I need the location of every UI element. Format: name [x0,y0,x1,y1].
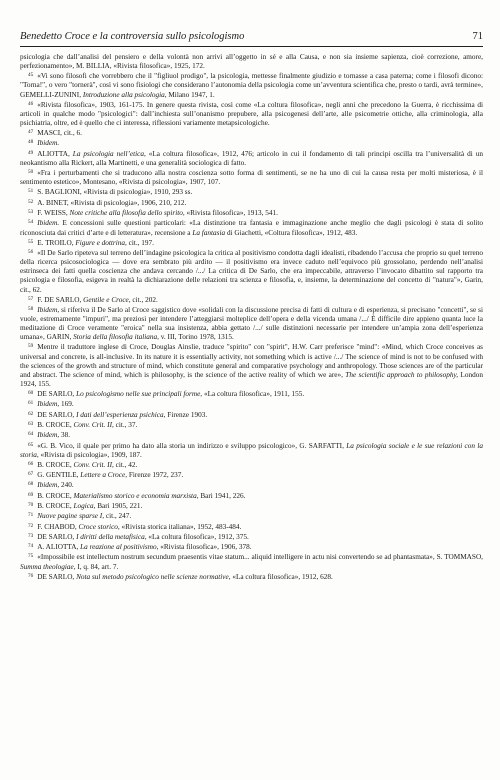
footnote-title: Conv. Crit. II, [73,461,114,470]
footnote-number: 70 [28,502,34,508]
footnote-title: La fantasia [192,228,226,237]
header-rule [20,46,483,47]
footnote-number: 47 [28,129,34,136]
footnote-text: «Rivista filosofica», 1906, 378. [158,543,252,552]
footnote-title: Ibidem. [37,219,60,228]
footnote-text: «La coltura filosofica», 1912, 628. [230,572,333,581]
footnote-text: I, q. 84, art. 7. [75,562,119,571]
footnote-title: Ibidem, [37,400,60,409]
footnote [20,480,483,490]
footnote-text: B. CROCE, [37,461,74,470]
footnote [20,128,483,138]
footnote-title: La psicologia nell’etica, [72,149,146,158]
footnote-title: La psicologia sociale e le sue relazioni con la storia, [20,441,483,459]
footnote [20,295,483,305]
footnote-text: B. CROCE, [37,421,74,430]
footnote-text: G. GENTILE, [37,471,81,480]
footnote-text: «La coltura filosofica», 1912, 476; articolo in cui il fondamento di tali principi oscilla tra l’universalità di un neokantismo alla Rickert, alla Martinetti, e una generalità sociologica di fatto. [20,149,483,167]
footnote-number: 45 [28,72,34,79]
footnote-text: Firenze 1972, 237. [127,471,184,480]
footnote-number: 56 [28,248,34,255]
footnotes [20,53,483,582]
footnote-title: Ibidem, [37,431,60,440]
footnote [20,522,483,532]
footnote-number: 51 [28,188,34,195]
footnote-number: 46 [28,100,34,107]
footnote-number: 76 [28,572,34,579]
footnote [20,198,483,208]
footnote-text: Firenze 1903. [165,410,208,419]
footnote [20,238,483,248]
footnote [20,218,483,237]
footnote [20,71,483,99]
footnote [20,399,483,409]
footnote-text: F. DE SARLO, [37,295,84,304]
footnote-title: Nota sul metodo psicologico nelle scienze normative, [76,572,231,581]
footnote-text: F. CHABOD, [37,522,79,531]
page-header [20,0,483,42]
footnote [20,53,483,71]
footnote-text: E concessioni sulle questioni particolari: «La distinzione tra fantasia e immaginazione anche meglio che dagli psicologi è stata di solito riconosciuta dai critici d’arte e di letteratura», recensione a [20,219,483,237]
footnote-number: 64 [28,431,34,438]
footnote-number: 59 [28,343,34,350]
footnote-text: Mentre il traduttore inglese di Croce, Douglas Ainslie, traduce "spirito" con "spirit", H.W. Carr preferisce "mind": «Mind, which Croce conceives as universal and concrete, is all-inclusive. In its nature it is essentially activity, not something which is active /.../ The science of mind is not to be confused with the sciences of the growth and structure of mind, which constitute general and comparative psychology and anthropology. Those sciences are of the particular and abstract. The science of mind, which is philosophy, is the science of the active reality of which we are», [20,343,483,379]
footnote-number: 49 [28,149,34,156]
footnote-title: Lo psicologismo nelle sue principali forme, [76,390,203,399]
footnote-title: Conv. Crit. II, [73,421,114,430]
footnote-number: 69 [28,491,34,498]
footnote-text: B. CROCE, [37,491,74,500]
footnote-text: London 1924, 155. [20,370,483,388]
footnote-title: Storia della filosofia italiana, [73,333,159,342]
page-number: 71 [472,31,483,42]
footnote-title: Figure e dottrina, [75,238,127,247]
footnote [20,460,483,470]
footnote [20,470,483,480]
footnote-text: cit., 42. [113,461,138,470]
footnote-text: «Rivista filosofica», 1903, 161-175. In genere questa rivista, così come «La coltura filosofica», negli anni che precedono la Guerra, è ricchissima di articoli in qualche modo "psicologici": dall’inchiesta sull’onanismo prepubere, alla psicogenesi dell’arte, alle psicometrie ottiche, alla criminologia, alla psichiatria, oltre, ed è quello che ci interessa, riflessioni variamente metapsicologiche. [20,100,483,128]
footnote-number: 73 [28,532,34,539]
footnote [20,491,483,501]
footnote-number: 52 [28,198,34,205]
footnote-text: 240. [59,481,74,490]
footnote-text: 169. [59,400,74,409]
footnote-text: «Il De Sarlo ripeteva sul terreno dell’indagine psicologica la critica al positivismo condotta dagli idealisti, ribadendo l’accusa che proprio su quel terreno della ricerca psicosociologica — dove era sembrato più ardito — il positivismo era invece caduto nell’equivoco più grossolano, perdendo nell’analisi estrinseca dei fatti quella coscienza che andava cercando /.../ La critica di De Sarlo, che era impeccabile, attraverso l’invocato dibattito sul rapporto tra psicologia e filosofia, esigeva in realtà la dichiarazione delle relazioni tra scienza e filosofia, e, insieme, la determinazione del concetto di "natura"», Garin, cit., 62. [20,249,483,294]
footnote-number: 62 [28,410,34,417]
footnote-text: Bari 1941, 226. [198,491,246,500]
footnote-title: Nuove pagine sparse I, [37,512,105,521]
footnote-text: «Rivista di psicologia», 1909, 187. [38,450,142,459]
footnote-text: di Giachetti, «Coltura filosofica», 1912, 483. [225,228,358,237]
footnote-number: 58 [28,305,34,312]
footnote [20,572,483,582]
footnote [20,305,483,343]
footnote-text: MASCI, cit., 6. [37,129,82,138]
footnote-text: cit., 197. [126,238,154,247]
footnote [20,511,483,521]
footnote-text: A. ALIOTTA, [37,543,81,552]
footnote-number: 67 [28,471,34,478]
footnote [20,501,483,511]
footnote [20,168,483,187]
footnote-number: 61 [28,400,34,407]
footnote-text: cit., 202. [130,295,158,304]
footnote-title: Croce storico, [78,522,120,531]
footnote [20,420,483,430]
footnote-text: «La coltura filosofica», 1912, 375. [146,533,249,542]
footnote-number: 65 [28,441,34,448]
footnote-title: Gentile e Croce, [83,295,131,304]
footnote-number: 66 [28,460,34,467]
footnote-title: Ibidem, [37,306,60,315]
footnote-title: Ibidem. [37,139,60,148]
footnote-number: 63 [28,420,34,427]
footnote-title: The scientific approach to philosophy, [345,370,459,379]
footnote-text: ALIOTTA, [37,149,73,158]
footnote-number: 74 [28,543,34,550]
footnote-number: 60 [28,390,34,397]
footnote-title: Introduzione alla psicologia [82,90,165,99]
footnote-number: 57 [28,295,34,302]
footnote [20,187,483,197]
footnote-text: F. WEISS, [37,209,70,218]
footnote-text: 38. [59,431,71,440]
footnote-text: «Rivista storica italiana», 1952, 483-484. [119,522,242,531]
running-title: Benedetto Croce e la controversia sullo psicologismo [20,31,245,42]
footnote [20,410,483,420]
footnote-text: Bari 1905, 221. [95,502,143,511]
footnote-number: 53 [28,209,34,215]
footnote-title: Lettere a Croce, [80,471,128,480]
footnote-number: 48 [28,139,34,146]
footnote-text: «La coltura filosofica», 1911, 155. [202,390,305,399]
footnote-text: S. BAGLIONI, «Rivista di psicologia», 1910, 293 ss. [37,188,193,197]
footnote-text: DE SARLO, [37,572,77,581]
footnote-text: DE SARLO, [37,410,77,419]
footnote-title: I diritti della metafisica, [76,533,147,542]
footnote [20,149,483,168]
footnote [20,552,483,571]
footnote-text: cit., 37. [113,421,138,430]
footnote-number: 55 [28,238,34,245]
footnote [20,248,483,295]
footnote-title: Note critiche alla filosofia dello spirito, [69,209,185,218]
footnote-text: «Impossibile est intellectum nostrum secundum praesentis vitae statum... aliquid intelligere in actu nisi convertendo se ad phantasmata», S. TOMMASO, [37,553,483,562]
footnote-number: 72 [28,522,34,529]
footnote-title: Materialismo storico e economia marxista, [73,491,199,500]
footnote-text: B. CROCE, [37,502,74,511]
footnote-number: 75 [28,553,34,560]
footnote-text: si riferiva il De Sarlo al Croce saggistico dove «solidali con la discussione precisa di fatti di cultura e di esperienza, si precisano "concetti", se si vuole, estremamente "impuri", ma preziosi per intendere l’atteggiarsi molteplice dell’opera e della vicenda umana /.../ È difficile dire appieno quanta luce la meditazione di Croce veramente "eroica" nella sua insistenza, abbia gettato /.../ sulle distinzioni necessarie per intendere un’ampia zona dell’esperienza umana», GARIN, [20,306,483,342]
footnote-text: A. BINET, «Rivista di psicologia», 1906, 210, 212. [37,198,187,207]
footnote-number: 50 [28,169,34,176]
footnote [20,532,483,542]
footnote-text: «Vi sono filosofi che vorrebbero che il "figliuol prodigo", la psicologia, mettesse finalmente giudizio e tornasse a casa paterna; come i filosofi dicono: "Torna!", o vero "tornerà", così vi sono fisiologi che considerano l’autonomia della psicologia come un’avventura scientifica che, presto o tardi, avrà termine», GEMELLI-ZUNINI, [20,72,483,99]
footnote-text: psicologia che dall’analisi del pensiero e della volontà non arrivi all’oggetto in sé e alla Causa, e non sia insieme sapienza, cioè correzione, amore, perfezionamento», M. BILLIA, «Rivista filosofica», 1925, 172. [20,53,483,71]
footnote-title: Logica, [73,502,96,511]
footnote [20,208,483,218]
footnote-text: DE SARLO, [37,533,77,542]
footnote [20,389,483,399]
footnote-text: DE SARLO, [37,390,77,399]
footnote-text: , Milano 1947, 1. [164,90,215,99]
footnote-text: v. III, Torino 1978, 1315. [158,333,234,342]
footnote-text: «Rivista filosofica», 1913, 541. [184,209,278,218]
footnote [20,430,483,440]
footnote-number: 68 [28,481,34,488]
footnote-text: «G. B. Vico, il quale per primo ha dato alla storia un indirizzo e sviluppo psicologico», G. SARFATTI, [37,441,347,450]
footnote-title: La reazione al positivismo, [80,543,159,552]
footnote-title: I dati dell’esperienza psichica, [76,410,166,419]
footnote-number: 71 [28,512,34,519]
footnote-text: «Fra i perturbamenti che si traducono alla nostra coscienza sotto forma di sentimenti, se ne ha uno di cui la causa resta per molti misteriosa, è il sentimento estetico», Montesano, «Rivista di psicologia», 1907, 107. [20,169,483,187]
footnote [20,441,483,460]
footnote [20,100,483,128]
footnote [20,342,483,389]
footnote [20,138,483,148]
footnote-number: 54 [28,219,34,226]
footnote-title: Ibidem, [37,481,60,490]
footnote-title: Summa theologiae, [20,562,76,571]
footnote-text: cit., 247. [104,512,132,521]
footnote-text: E. TROILO, [37,238,76,247]
footnote [20,542,483,552]
